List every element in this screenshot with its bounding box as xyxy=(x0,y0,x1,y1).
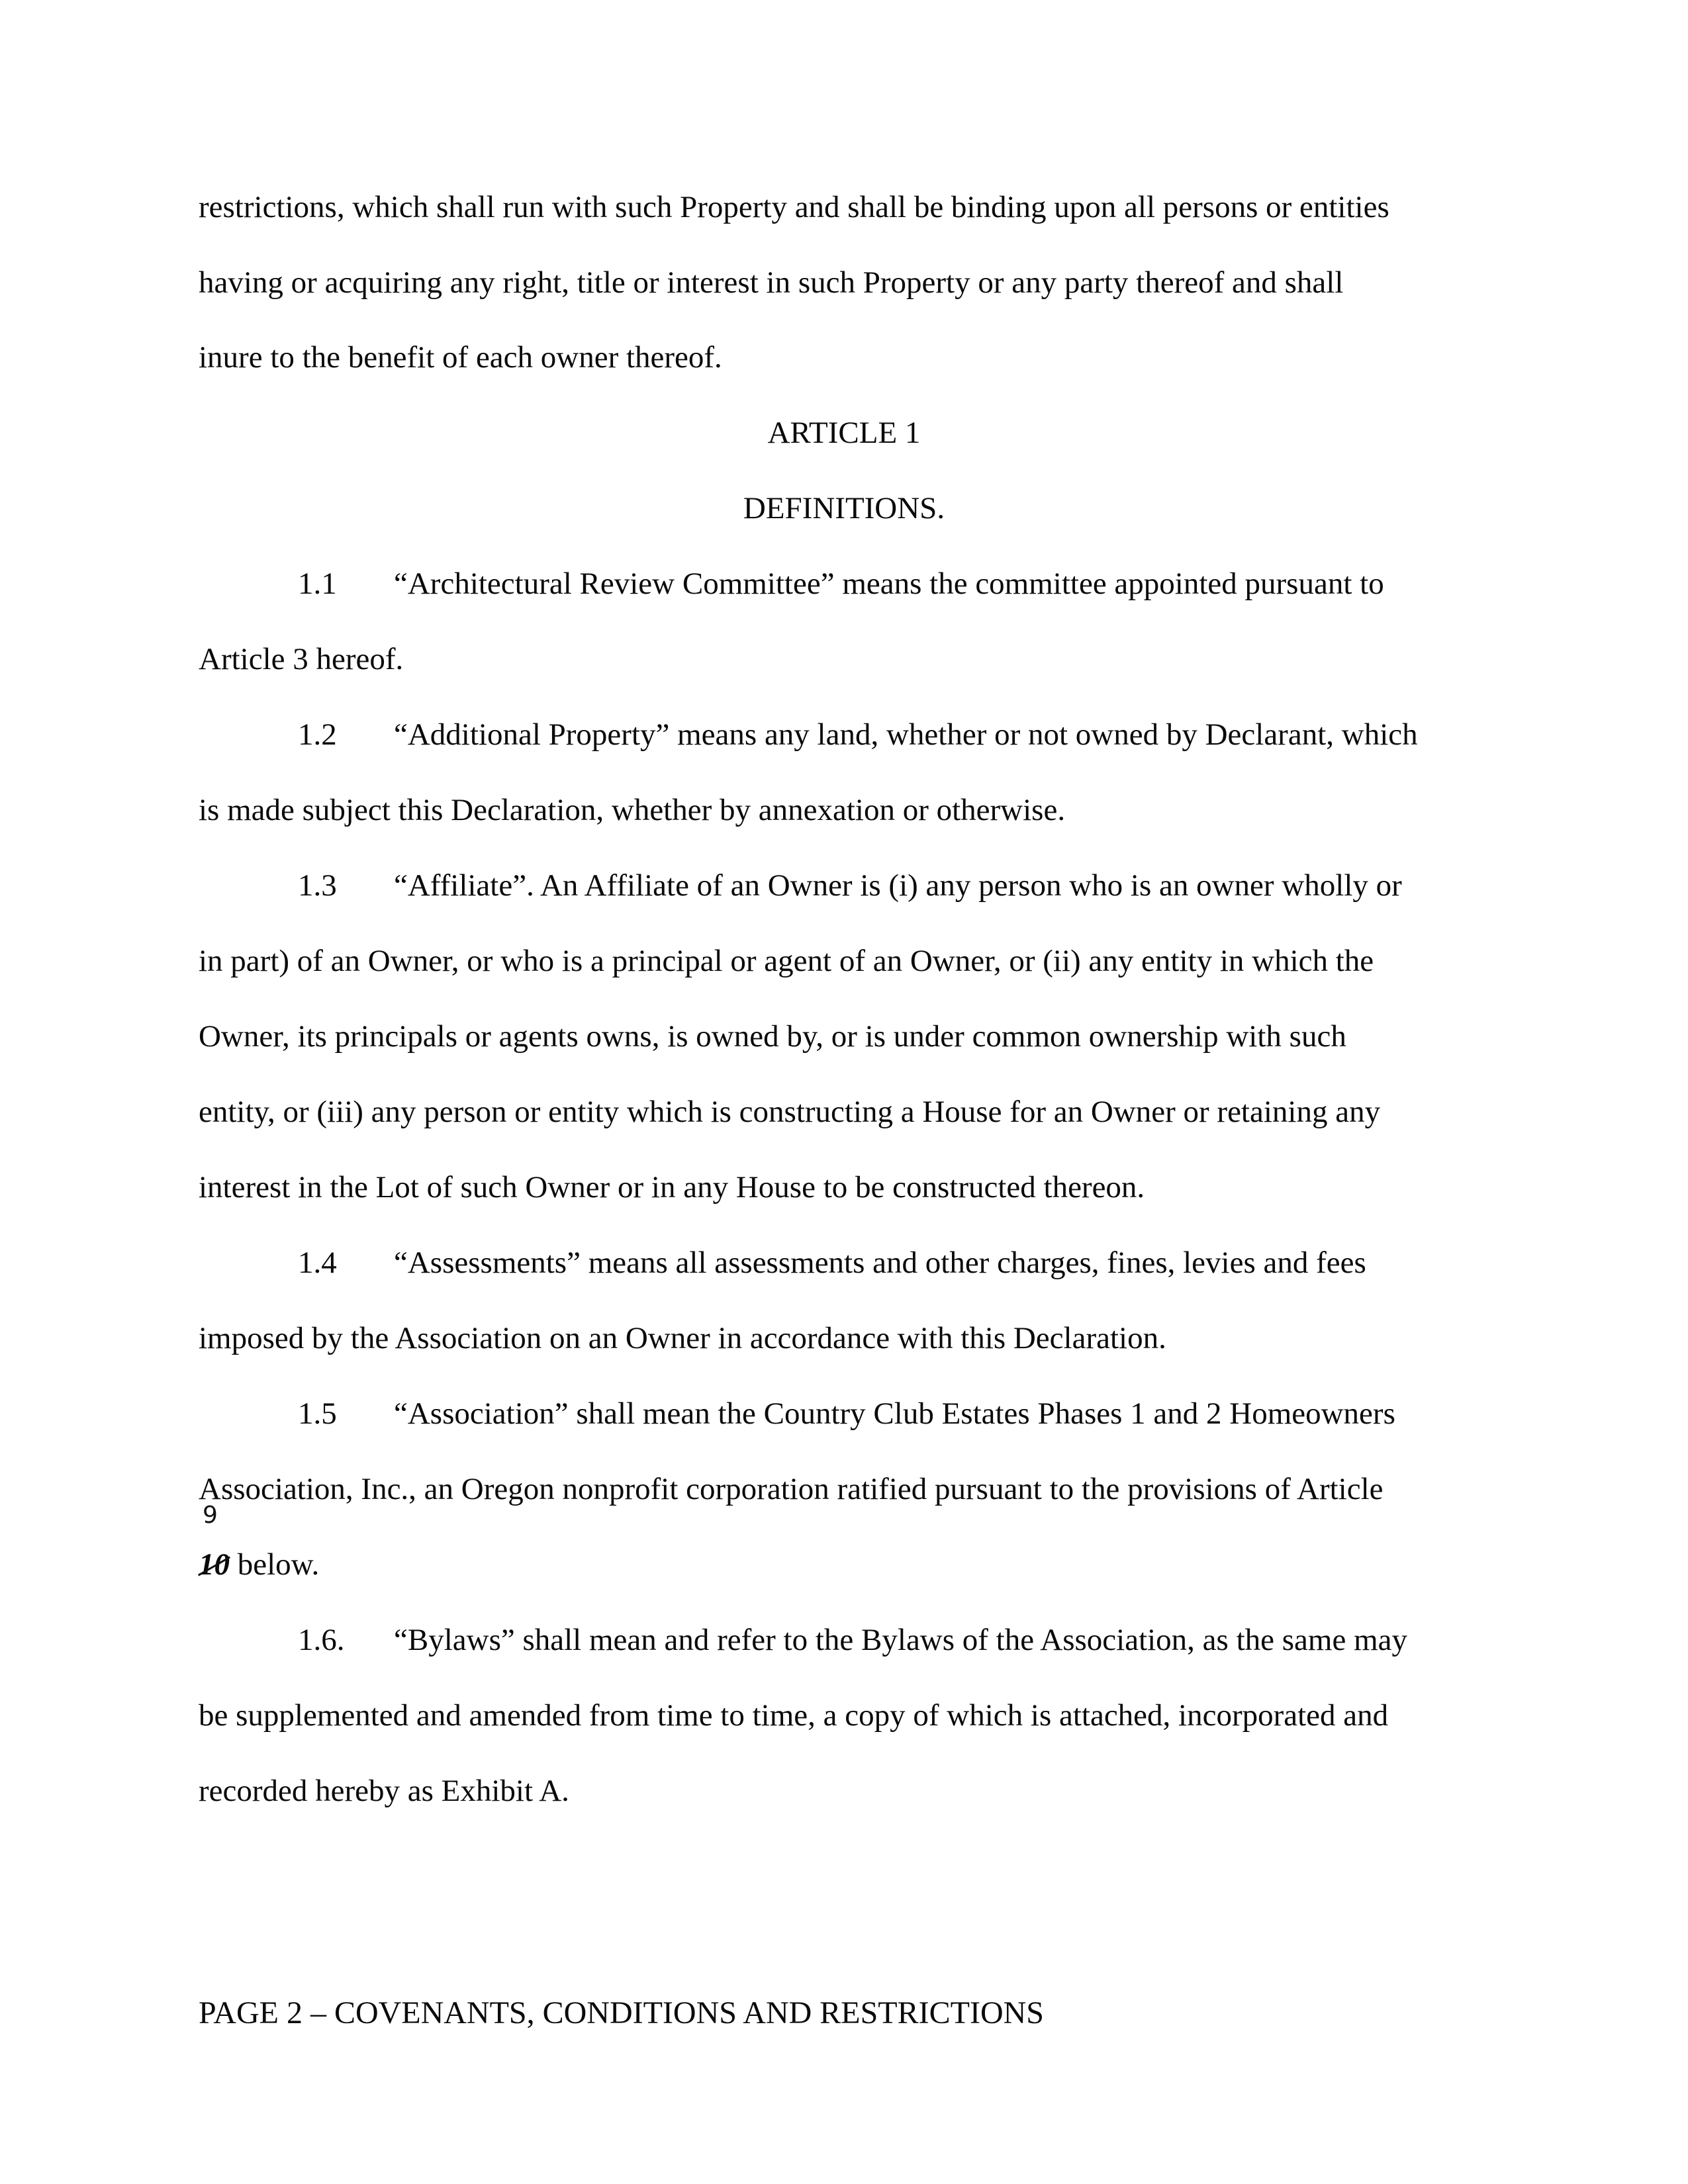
section-text: “Bylaws” shall mean and refer to the Bylaws of the Association, as the same may xyxy=(394,1623,1407,1657)
section-number: 1.6. xyxy=(298,1623,345,1657)
intro-line-1: restrictions, which shall run with such Property and shall be binding upon all persons or entities xyxy=(199,190,1389,224)
section-number: 1.2 xyxy=(298,717,337,752)
section-1-3-line-4: entity, or (iii) any person or entity which is constructing a House for an Owner or retaining any xyxy=(199,1095,1381,1129)
section-1-4-line-2: imposed by the Association on an Owner in accordance with this Declaration. xyxy=(199,1321,1166,1355)
section-text: “Affiliate”. An Affiliate of an Owner is (i) any person who is an owner wholly or xyxy=(394,868,1402,903)
article-subheading: DEFINITIONS. xyxy=(743,491,945,525)
section-1-3-line-2: in part) of an Owner, or who is a principal or agent of an Owner, or (ii) any entity in which the xyxy=(199,944,1374,978)
section-1-3-line-5: interest in the Lot of such Owner or in any House to be constructed thereon. xyxy=(199,1170,1145,1205)
section-text-end: below. xyxy=(230,1547,320,1582)
section-1-2-line-2: is made subject this Declaration, whether by annexation or otherwise. xyxy=(199,793,1066,827)
struck-out-number: 10 xyxy=(199,1545,230,1584)
section-1-6-line-3: recorded hereby as Exhibit A. xyxy=(199,1774,569,1808)
page-footer: PAGE 2 – COVENANTS, CONDITIONS AND RESTRICTIONS xyxy=(199,1995,1044,2030)
section-text: “Assessments” means all assessments and other charges, fines, levies and fees xyxy=(394,1246,1366,1280)
section-text: “Architectural Review Committee” means the committee appointed pursuant to xyxy=(394,567,1384,601)
section-1-5-line-2: Association, Inc., an Oregon nonprofit corporation ratified pursuant to the provisions of Article xyxy=(199,1472,1383,1506)
article-heading: ARTICLE 1 xyxy=(767,416,921,450)
section-1-6-line-2: be supplemented and amended from time to time, a copy of which is attached, incorporated and xyxy=(199,1698,1389,1733)
intro-line-2: having or acquiring any right, title or interest in such Property or any party thereof and shall xyxy=(199,265,1344,300)
section-number: 1.4 xyxy=(298,1246,337,1280)
section-1-1-line-2: Article 3 hereof. xyxy=(199,642,404,676)
section-1-5-line-3 xyxy=(199,1545,319,1584)
section-number: 1.3 xyxy=(298,868,337,903)
section-text: “Association” shall mean the Country Club Estates Phases 1 and 2 Homeowners xyxy=(394,1396,1395,1431)
handwritten-correction: 9 xyxy=(203,1502,218,1529)
section-1-3-line-3: Owner, its principals or agents owns, is owned by, or is under common ownership with such xyxy=(199,1019,1346,1054)
section-text: “Additional Property” means any land, whether or not owned by Declarant, which xyxy=(394,717,1418,752)
section-number: 1.5 xyxy=(298,1396,337,1431)
section-number: 1.1 xyxy=(298,567,337,601)
intro-line-3: inure to the benefit of each owner thereof. xyxy=(199,340,722,375)
